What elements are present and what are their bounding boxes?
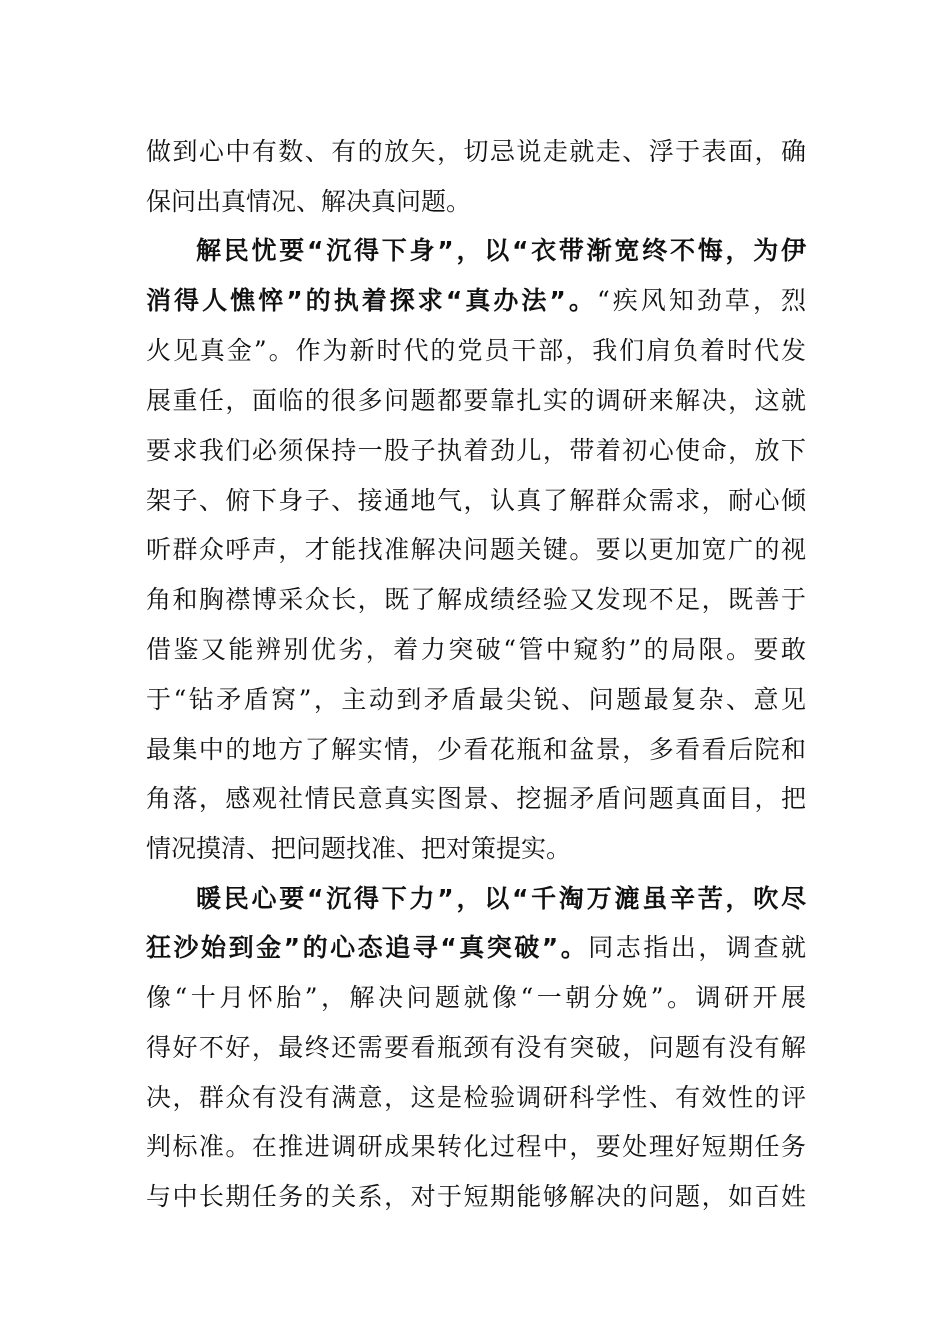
text-segment: 于“钻矛盾窝”，主动到矛盾最尖锐、问题最复杂、意见 bbox=[146, 685, 806, 714]
text-segment: 情况摸清、把问题找准、把对策提实。 bbox=[146, 834, 572, 863]
text-segment: 展重任，面临的很多问题都要靠扎实的调研来解决，这就 bbox=[146, 386, 806, 415]
bold-heading-segment: 狂沙始到金”的心态追寻“真突破”。 bbox=[146, 933, 589, 962]
text-segment: 要求我们必须保持一股子执着劲儿，带着初心使命，放下 bbox=[146, 436, 806, 465]
bold-heading-segment: 消得人憔悴”的执着探求“真办法”。 bbox=[146, 286, 597, 315]
text-line bbox=[146, 730, 806, 770]
text-segment: 判标准。在推进调研成果转化过程中，要处理好短期任务 bbox=[146, 1132, 806, 1161]
text-segment: 决，群众有没有满意，这是检验调研科学性、有效性的评 bbox=[146, 1083, 806, 1112]
text-line bbox=[146, 1177, 806, 1217]
text-line bbox=[146, 630, 806, 670]
text-line bbox=[146, 1127, 806, 1167]
text-segment: 得好不好，最终还需要看瓶颈有没有突破，问题有没有解 bbox=[146, 1033, 806, 1062]
paragraph-heading-line bbox=[196, 879, 806, 919]
text-line bbox=[146, 1028, 806, 1068]
text-line bbox=[146, 331, 806, 371]
bold-heading-segment: 暖民心要“沉得下力”，以“千淘万漉虽辛苦，吹尽 bbox=[196, 884, 806, 913]
text-line bbox=[146, 281, 806, 321]
text-line bbox=[146, 779, 806, 819]
text-line bbox=[146, 381, 806, 421]
text-segment: 角落，感观社情民意真实图景、挖掘矛盾问题真面目，把 bbox=[146, 784, 806, 813]
text-line bbox=[146, 928, 806, 968]
text-line bbox=[146, 978, 806, 1018]
text-line bbox=[146, 481, 806, 521]
text-segment: 做到心中有数、有的放矢，切忌说走就走、浮于表面，确 bbox=[146, 137, 806, 166]
text-segment: 借鉴又能辨别优劣，着力突破“管中窥豹”的局限。要敢 bbox=[146, 635, 806, 664]
text-line bbox=[146, 530, 806, 570]
text-line bbox=[146, 182, 806, 222]
text-line bbox=[146, 680, 806, 720]
text-segment: 火见真金”。作为新时代的党员干部，我们肩负着时代发 bbox=[146, 336, 806, 365]
text-segment: 角和胸襟博采众长，既了解成绩经验又发现不足，既善于 bbox=[146, 585, 806, 614]
text-line bbox=[146, 829, 806, 869]
bold-heading-segment: 解民忧要“沉得下身”，以“衣带渐宽终不悔，为伊 bbox=[196, 236, 806, 265]
text-line bbox=[146, 431, 806, 471]
text-segment: 同志指出，调查就 bbox=[588, 933, 806, 962]
text-segment: 架子、俯下身子、接通地气，认真了解群众需求，耐心倾 bbox=[146, 486, 806, 515]
text-line bbox=[146, 580, 806, 620]
text-segment: 听群众呼声，才能找准解决问题关键。要以更加宽广的视 bbox=[146, 535, 806, 564]
text-segment: 保问出真情况、解决真问题。 bbox=[146, 187, 472, 216]
text-segment: 与中长期任务的关系，对于短期能够解决的问题，如百姓 bbox=[146, 1182, 806, 1211]
text-segment: “疾风知劲草，烈 bbox=[596, 286, 806, 315]
text-line bbox=[146, 132, 806, 172]
paragraph-heading-line bbox=[196, 231, 806, 271]
text-segment: 像“十月怀胎”，解决问题就像“一朝分娩”。调研开展 bbox=[146, 983, 806, 1012]
text-segment: 最集中的地方了解实情，少看花瓶和盆景，多看看后院和 bbox=[146, 735, 806, 764]
text-line bbox=[146, 1078, 806, 1118]
